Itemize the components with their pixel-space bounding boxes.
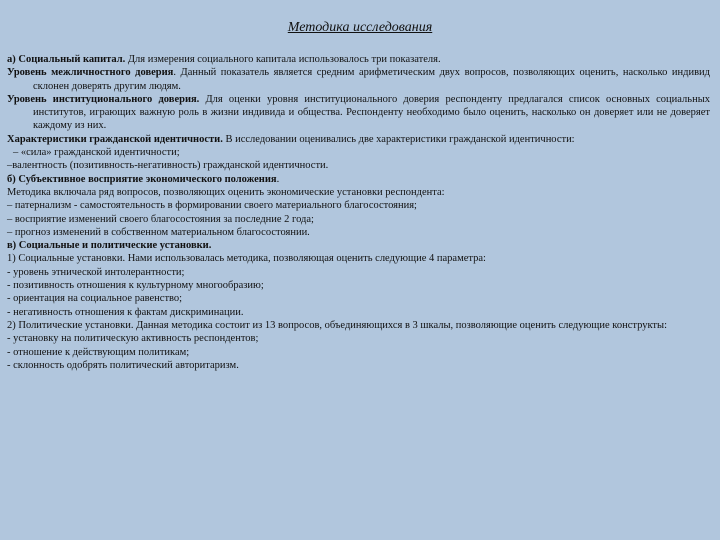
section-c [7,239,710,252]
slide-title: Методика исследования [287,20,433,35]
civic-identity-heading: Характеристики гражданской идентичности. [7,133,223,145]
list-item: – «сила» гражданской идентичности; [13,147,180,159]
section-a-heading: а) Социальный капитал. [7,54,126,65]
section-a-text: Для измерения социального капитала использовалось три показателя. [125,54,441,65]
list-item: - склонность одобрять политический авторитаризм. [7,359,239,371]
institutional-trust-text: Для оценки уровня институционального доверия респонденту предлагался список основных социальных институтов, играющих важную роль в жизни индивида и общества. Респонденту необходимо было оценить, насколько он доверяет или не доверяет каждому из них. [33,93,710,132]
civic-identity-text: В исследовании оценивались две характеристики гражданской идентичности: [222,133,575,145]
section-a [7,53,710,66]
section-b-heading: б) Субъективное восприятие экономического положения [7,173,277,185]
institutional-trust-heading: Уровень институционального доверия. [7,93,200,105]
section-b-text: Методика включала ряд вопросов, позволяющих оценить экономические установки респондента: [7,186,445,198]
list-item: - отношение к действующим политикам; [7,346,190,358]
section-c-heading: в) Социальные и политические установки. [7,240,212,252]
list-item: - позитивность отношения к культурному многообразию; [7,280,264,292]
political-attitudes-text: 2) Политические установки. Данная методика состоит из 13 вопросов, объединяющихся в 3 шкалы, позволяющие оценить следующие конструкты: [7,319,667,331]
section-b-tail: . [276,173,280,185]
interpersonal-trust-text: . Данный показатель является средним арифметическим двух вопросов, позволяющих оценить, насколько индивид склонен доверять другим людям. [33,67,710,92]
slide-body [7,53,710,372]
list-item: - уровень этнической интолерантности; [7,266,185,278]
list-item: - ориентация на социальное равенство; [7,293,183,305]
list-item: – восприятие изменений своего благосостояния за последние 2 года; [7,213,314,225]
list-item: – патернализм - самостоятельность в формировании своего материального благосостояния; [7,200,417,212]
list-item: - негативность отношения к фактам дискриминации. [7,306,244,318]
institutional-trust [7,93,710,133]
social-attitudes-text: 1) Социальные установки. Нами использовалась методика, позволяющая оценить следующие 4 параметра: [7,253,486,265]
section-b [7,173,710,186]
list-item: - установку на политическую активность респондентов; [7,333,259,345]
civic-identity [7,133,710,146]
interpersonal-trust-heading: Уровень межличностного доверия [7,67,174,79]
interpersonal-trust [7,66,710,93]
list-item: – прогноз изменений в собственном материальном благосостоянии. [7,226,310,238]
list-item: –валентность (позитивность-негативность) гражданской идентичности. [7,160,329,172]
